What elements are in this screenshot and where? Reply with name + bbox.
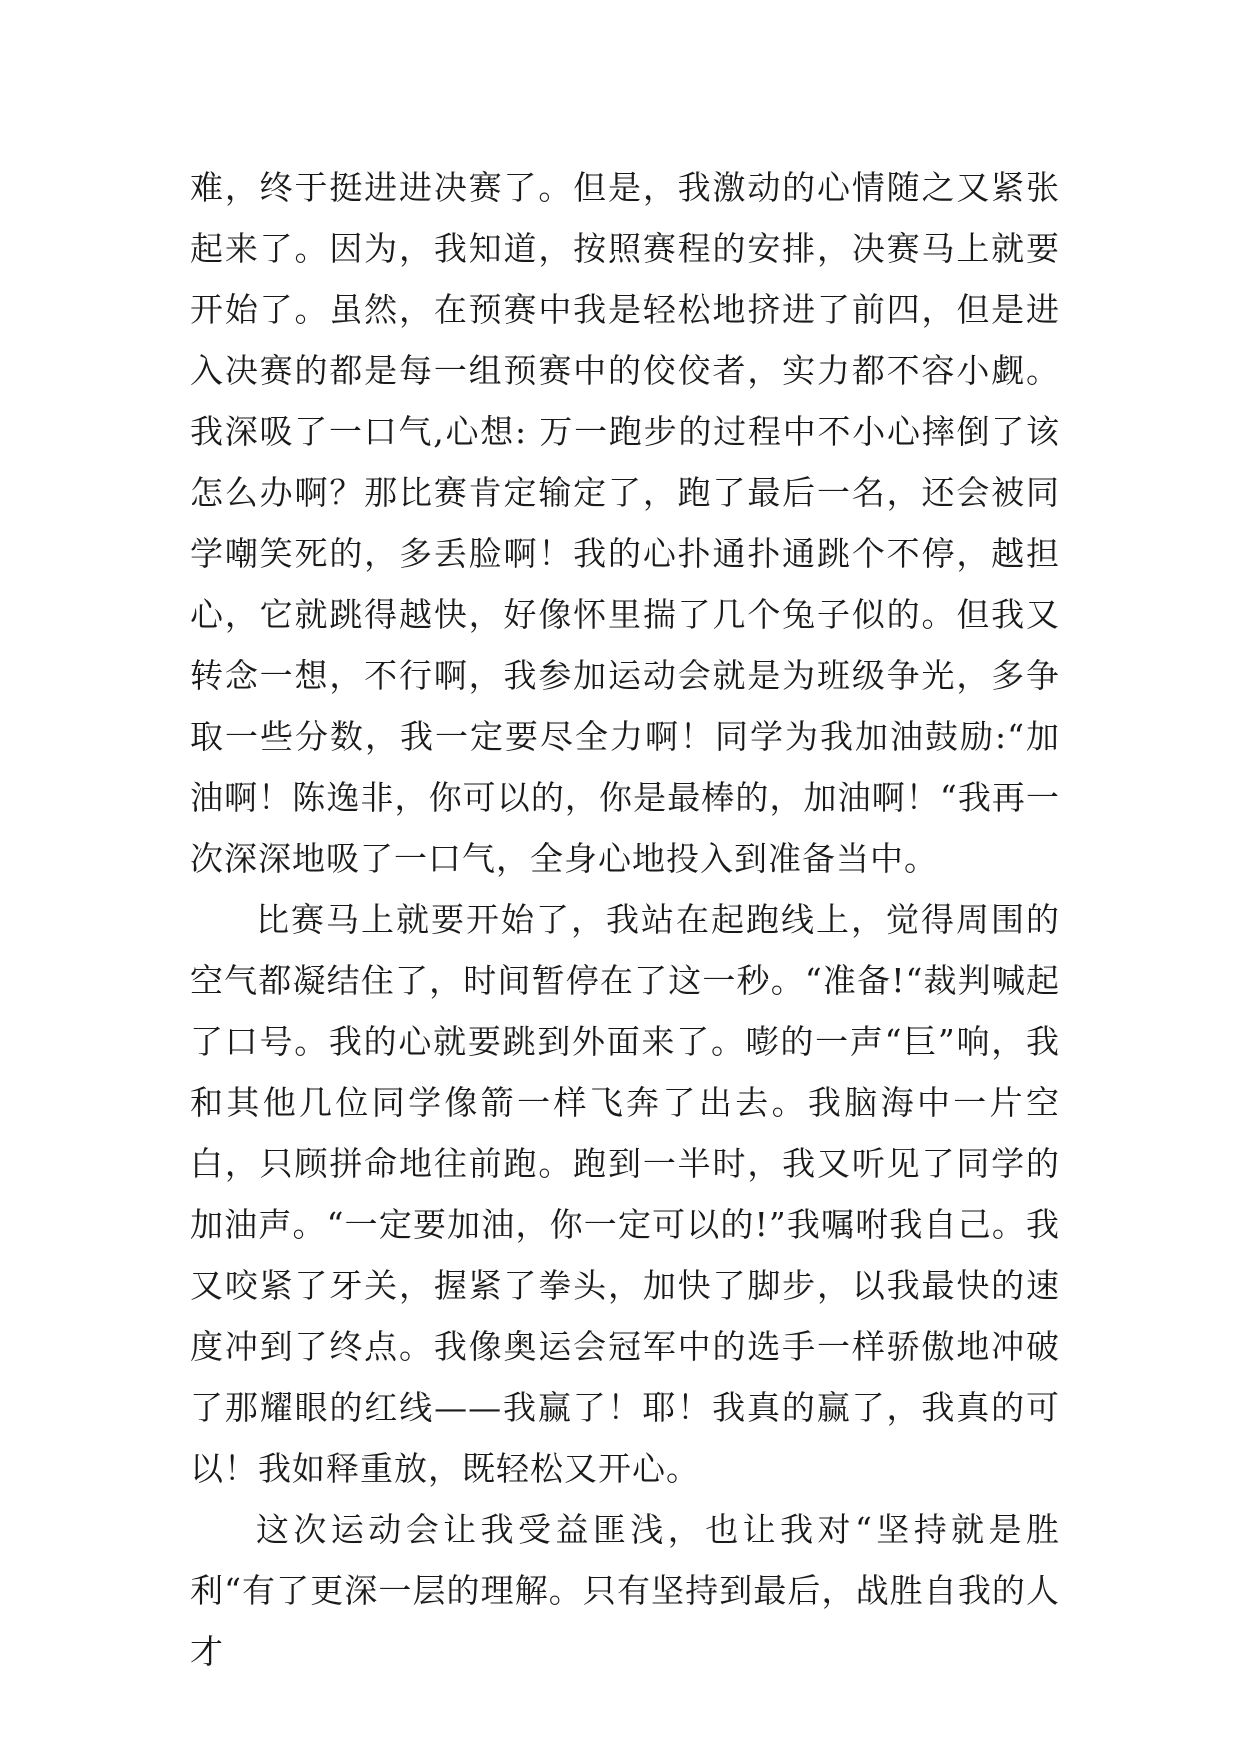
paragraph-2: 比赛马上就要开始了，我站在起跑线上，觉得周围的空气都凝结住了，时间暂停在了这一秒。“准备!“裁判喊起了口号。我的心就要跳到外面来了。嘭的一声“巨”响，我和其他几位同学像箭一样飞奔了出去。我脑海中一片空白，只顾拼命地往前跑。跑到一半时，我又听见了同学的加油声。“一定要加油，你一定可以的!”我嘱咐我自己。我又咬紧了牙关，握紧了拳头，加快了脚步，以我最快的速度冲到了终点。我像奥运会冠军中的选手一样骄傲地冲破了那耀眼的红线——我赢了！耶！我真的赢了，我真的可以！我如释重放，既轻松又开心。: [190, 900, 1060, 1488]
paragraph-3: 这次运动会让我受益匪浅，也让我对“坚持就是胜利“有了更深一层的理解。只有坚持到最后，战胜自我的人才: [190, 1510, 1060, 1671]
body-text: [190, 157, 1060, 1682]
paragraph-1: 难，终于挺进进决赛了。但是，我激动的心情随之又紧张起来了。因为，我知道，按照赛程的安排，决赛马上就要开始了。虽然，在预赛中我是轻松地挤进了前四，但是进入决赛的都是每一组预赛中的佼佼者，实力都不容小觑。我深吸了一口气,心想: 万一跑步的过程中不小心摔倒了该怎么办啊？那比赛肯定输定了，跑了最后一名，还会被同学嘲笑死的，多丢脸啊！我的心扑通扑通跳个不停，越担心，它就跳得越快，好像怀里揣了几个兔子似的。但我又转念一想，不行啊，我参加运动会就是为班级争光，多争取一些分数，我一定要尽全力啊！同学为我加油鼓励:“加油啊！陈逸非，你可以的，你是最棒的，加油啊！“我再一次深深地吸了一口气，全身心地投入到准备当中。: [190, 168, 1060, 878]
